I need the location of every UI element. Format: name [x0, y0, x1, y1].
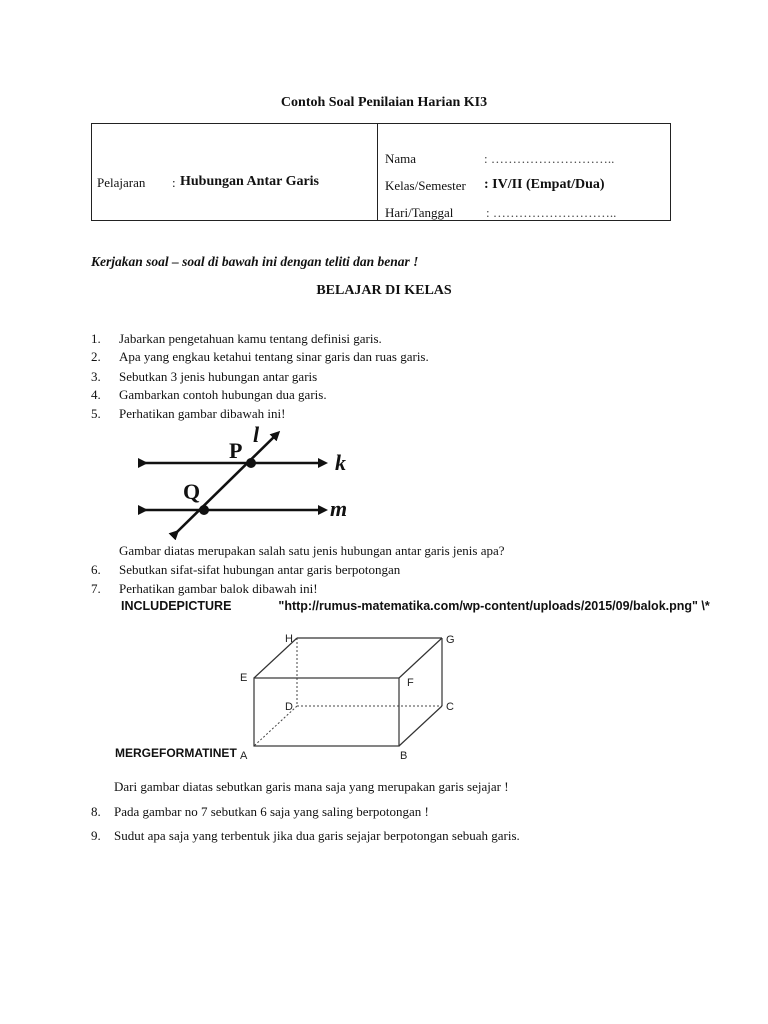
day-label: Hari/Tanggal [385, 205, 454, 220]
lesson-label: Pelajaran [97, 175, 146, 190]
question-number: 9. [91, 828, 101, 843]
point-q [199, 505, 209, 515]
include-keyword: INCLUDEPICTURE [121, 599, 232, 613]
question-text: Gambarkan contoh hubungan dua garis. [119, 387, 327, 402]
question-number: 3. [91, 369, 101, 384]
vertex-e: E [240, 672, 248, 684]
question-text: Gambar diatas merupakan salah satu jenis hubungan antar garis jenis apa? [119, 543, 505, 558]
question-number: 2. [91, 349, 101, 364]
lesson-value: Hubungan Antar Garis [180, 174, 320, 189]
question-6 [91, 562, 691, 582]
lesson-cell [92, 124, 378, 220]
question-9 [91, 828, 731, 848]
question-2 [91, 349, 691, 369]
vertex-c: C [446, 701, 454, 713]
question-5-followup [91, 543, 731, 563]
question-text: Perhatikan gambar dibawah ini! [119, 406, 286, 421]
vertex-b: B [400, 750, 408, 762]
class-label: Kelas/Semester [385, 178, 466, 193]
name-value: : ……………………….. [484, 151, 615, 166]
parallel-lines-figure [125, 425, 365, 540]
vertex-g: G [446, 634, 455, 646]
question-text: Jabarkan pengetahuan kamu tentang definisi garis. [119, 331, 382, 346]
student-info-cell [378, 124, 670, 220]
question-text: Pada gambar no 7 sebutkan 6 saja yang saling berpotongan ! [114, 804, 429, 819]
section-title: BELAJAR DI KELAS [316, 283, 452, 298]
label-k: k [335, 450, 346, 475]
label-m: m [330, 496, 348, 521]
vertex-a: A [240, 750, 248, 762]
name-label: Nama [385, 151, 417, 166]
header-table [91, 123, 671, 221]
question-number: 4. [91, 387, 101, 402]
label-p: P [229, 438, 243, 463]
question-5 [91, 406, 691, 426]
question-number: 7. [91, 581, 101, 596]
question-text: Sudut apa saja yang terbentuk jika dua garis sejajar berpotongan sebuah garis. [114, 828, 520, 843]
label-q: Q [183, 479, 201, 504]
class-value: : IV/II (Empat/Dua) [484, 177, 605, 192]
question-text: Sebutkan sifat-sifat hubungan antar garis berpotongan [119, 562, 401, 577]
include-picture-field [121, 599, 710, 613]
box-figure [232, 628, 462, 763]
question-number: 8. [91, 804, 101, 819]
instruction-text: Kerjakan soal – soal di bawah ini dengan teliti dan benar ! [91, 254, 419, 269]
merge-format-field: MERGEFORMATINET [115, 746, 237, 760]
include-path: "http://rumus-matematika.com/wp-content/uploads/2015/09/balok.png" \* [278, 599, 710, 613]
lesson-sep: : [172, 175, 176, 190]
vertex-h: H [285, 633, 293, 645]
box-figure-bg [232, 628, 462, 763]
point-p [246, 458, 256, 468]
question-1 [91, 331, 691, 351]
question-text: Apa yang engkau ketahui tentang sinar garis dan ruas garis. [119, 349, 429, 364]
document-title: Contoh Soal Penilaian Harian KI3 [280, 95, 488, 110]
question-7 [91, 581, 691, 601]
question-text: Perhatikan gambar balok dibawah ini! [119, 581, 318, 596]
question-3 [91, 369, 691, 389]
question-8 [91, 804, 691, 824]
day-value: : ……………………….. [486, 205, 617, 220]
question-text: Dari gambar diatas sebutkan garis mana saja yang merupakan garis sejajar ! [114, 779, 509, 794]
question-7-followup [91, 779, 731, 799]
question-number: 1. [91, 331, 101, 346]
question-number: 5. [91, 406, 101, 421]
question-4 [91, 387, 691, 407]
question-text: Sebutkan 3 jenis hubungan antar garis [119, 369, 318, 384]
label-l: l [253, 425, 260, 447]
question-number: 6. [91, 562, 101, 577]
vertex-f: F [407, 677, 414, 689]
vertex-d: D [285, 701, 293, 713]
